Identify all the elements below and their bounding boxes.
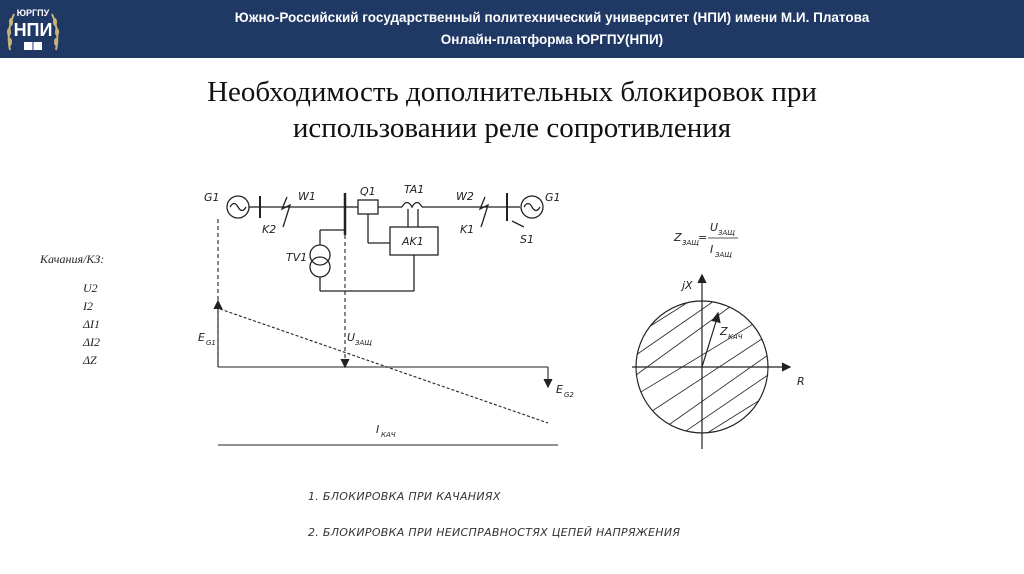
breaker-q1-symbol [358,200,378,214]
indicators-title: Качания/КЗ: [40,252,105,266]
indicator-item: ΔI2 [83,335,101,349]
slide-title [60,74,964,146]
label-w2: W2 [456,190,474,203]
label-ta1: TA1 [404,183,425,196]
label-z-lhs-sub: ЗАЩ [682,239,699,247]
label-e-g2-sub: G2 [564,391,574,399]
header-platform-name: Онлайн-платформа ЮРГПУ(НПИ) [440,32,664,47]
indicator-item: I2 [83,299,93,313]
note-voltage-circuit-blocking: 2. БЛОКИРОВКА ПРИ НЕИСПРАВНОСТЯХ ЦЕПЕЙ НАПРЯЖЕНИЯ [308,526,681,539]
label-ak1: AK1 [402,235,424,248]
label-jx: jX [682,279,693,292]
svg-text:ЮРГПУ: ЮРГПУ [16,8,50,18]
label-k1: K1 [460,223,475,236]
label-z-kach-sub: КАЧ [728,333,743,341]
indicator-item: ΔZ [83,353,97,367]
header-university-name: Южно-Российский государственный политехнический университет (НПИ) имени М.И. Платова [234,10,870,25]
label-w1: W1 [298,190,316,203]
label-i-kach-sub: КАЧ [381,431,396,439]
label-u-zash: U [347,331,356,344]
label-z-den: I [710,243,714,256]
label-k2: K2 [262,223,277,236]
slide-title-line1: Необходимость дополнительных блокировок при [207,76,817,108]
label-i-kach: I [376,423,380,436]
label-e-g1: E [198,331,205,344]
blocking-notes [308,490,728,562]
z-kach-vector [702,315,718,367]
label-z-num-sub: ЗАЩ [718,229,735,237]
transformer-tv1-symbol [310,245,330,265]
label-g1: G1 [204,191,220,204]
label-z-den-sub: ЗАЩ [715,251,732,259]
header-bar [0,0,1024,58]
slide-title-line2: использовании реле сопротивления [292,112,732,144]
label-z-lhs: Z [674,231,682,244]
indicator-item: U2 [83,281,98,295]
svg-text:НПИ: НПИ [13,20,53,40]
label-g2: G1 [545,191,561,204]
label-s1: S1 [520,233,534,246]
label-z-kach: Z [720,325,728,338]
indicator-item: ΔI1 [83,317,101,331]
label-q1: Q1 [360,185,376,198]
note-swing-blocking: 1. БЛОКИРОВКА ПРИ КАЧАНИЯХ [308,490,501,503]
label-u-zash-sub: ЗАЩ [355,339,372,347]
label-tv1: TV1 [286,251,308,264]
label-e-g2: E [556,383,563,396]
label-r: R [797,375,805,388]
label-z-num: U [710,221,719,234]
university-logo [4,2,62,56]
swing-fault-indicators [40,252,150,369]
protection-circuit-diagram [190,175,820,465]
label-z-eq: = [698,231,708,244]
label-e-g1-sub: G1 [206,339,216,347]
